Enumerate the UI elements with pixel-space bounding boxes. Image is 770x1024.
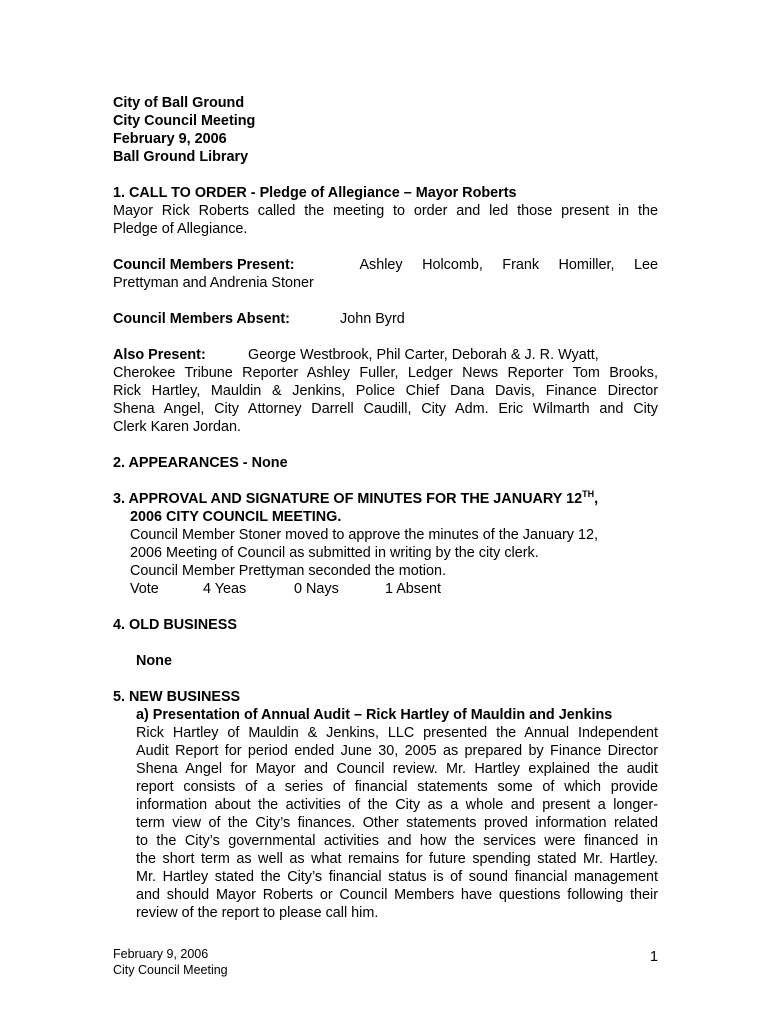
paragraph-line: Pledge of Allegiance. xyxy=(113,221,248,237)
present-name: Frank xyxy=(502,257,540,273)
section-heading: 5. NEW BUSINESS xyxy=(113,689,241,705)
present-name: Holcomb, xyxy=(422,257,483,273)
paragraph-line: Rick Hartley of Mauldin & Jenkins, LLC presented the Annual Independent xyxy=(136,725,658,741)
vote-absent: 1 Absent xyxy=(385,581,442,597)
paragraph-line: term view of the City’s finances. Other statements proved information related xyxy=(136,815,658,831)
paragraph-line: Clerk Karen Jordan. xyxy=(113,419,241,435)
heading-text: 3. APPROVAL AND SIGNATURE OF MINUTES FOR THE JANUARY 12 xyxy=(113,491,583,507)
section-heading-cont: 2006 CITY COUNCIL MEETING. xyxy=(130,509,342,525)
paragraph-line: Audit Report for period ended June 30, 2005 as prepared by Finance Director xyxy=(136,743,658,759)
paragraph-line: Shena Angel, City Attorney Darrell Caudill, City Adm. Eric Wilmarth and City xyxy=(113,401,658,417)
present-name: Ashley xyxy=(359,257,403,273)
section-heading: 4. OLD BUSINESS xyxy=(113,617,237,633)
section-approval-minutes xyxy=(113,490,658,598)
sub-heading: a) Presentation of Annual Audit – Rick Hartley of Mauldin and Jenkins xyxy=(136,707,613,723)
present-names-cont: Prettyman and Andrenia Stoner xyxy=(113,275,314,291)
paragraph-line: 2006 Meeting of Council as submitted in writing by the city clerk. xyxy=(130,545,539,561)
header-location: Ball Ground Library xyxy=(113,149,249,165)
paragraph-line: Shena Angel for Mayor and Council review. Mr. Hartley explained the audit xyxy=(136,761,658,777)
header-date: February 9, 2006 xyxy=(113,131,227,147)
section-body: None xyxy=(136,653,172,669)
page-number: 1 xyxy=(649,949,658,965)
paragraph-line: Council Member Stoner moved to approve the minutes of the January 12, xyxy=(130,527,598,543)
section-appearances: 2. APPEARANCES - None xyxy=(113,455,288,471)
absent-label: Council Members Absent: xyxy=(113,311,290,327)
council-members-absent xyxy=(113,310,658,328)
heading-tail: , xyxy=(594,491,599,507)
section-heading: 1. CALL TO ORDER - Pledge of Allegiance – Mayor Roberts xyxy=(113,185,517,201)
paragraph-line: Mr. Hartley stated the City’s financial status is of sound financial management xyxy=(136,869,658,885)
paragraph-line: Council Member Prettyman seconded the motion. xyxy=(130,563,446,579)
vote-label: Vote xyxy=(130,581,159,597)
also-present xyxy=(113,346,658,436)
present-name: Homiller, xyxy=(558,257,615,273)
paragraph-line: Rick Hartley, Mauldin & Jenkins, Police Chief Dana Davis, Finance Director xyxy=(113,383,658,399)
section-call-to-order xyxy=(113,184,658,238)
paragraph-line: to the City’s governmental activities and how the services were financed in xyxy=(136,833,658,849)
present-label: Council Members Present: xyxy=(113,257,295,273)
vote-tally xyxy=(113,580,658,598)
paragraph-line: Mayor Rick Roberts called the meeting to order and led those present in the xyxy=(113,203,658,219)
paragraph-line: George Westbrook, Phil Carter, Deborah & J. R. Wyatt, xyxy=(248,347,599,363)
section-new-business xyxy=(113,688,658,922)
heading-superscript: TH xyxy=(582,489,595,499)
footer-date: February 9, 2006 xyxy=(113,947,209,961)
also-present-label: Also Present: xyxy=(113,347,206,363)
header-city: City of Ball Ground xyxy=(113,95,245,111)
paragraph-line: report consists of a series of financial statements some of which provide xyxy=(136,779,658,795)
section-heading xyxy=(113,490,658,508)
section-old-business xyxy=(113,616,658,670)
paragraph-line: review of the report to please call him. xyxy=(136,905,379,921)
paragraph-line: the short term as well as what remains for future spending stated Mr. Hartley. xyxy=(136,851,658,867)
audit-paragraph xyxy=(113,724,658,922)
vote-yeas: 4 Yeas xyxy=(203,581,247,597)
footer-title: City Council Meeting xyxy=(113,963,228,977)
absent-names: John Byrd xyxy=(340,311,405,327)
council-members-present xyxy=(113,256,658,292)
paragraph-line: information about the activities of the City as a whole and present a longer- xyxy=(136,797,658,813)
paragraph-line: and should Mayor Roberts or Council Members have questions following their xyxy=(136,887,658,903)
paragraph-line: Cherokee Tribune Reporter Ashley Fuller, Ledger News Reporter Tom Brooks, xyxy=(113,365,658,381)
page-footer xyxy=(113,946,658,978)
present-name: Lee xyxy=(633,257,658,273)
header-meeting: City Council Meeting xyxy=(113,113,256,129)
document-page xyxy=(113,94,658,922)
document-header xyxy=(113,94,658,166)
vote-nays: 0 Nays xyxy=(294,581,339,597)
